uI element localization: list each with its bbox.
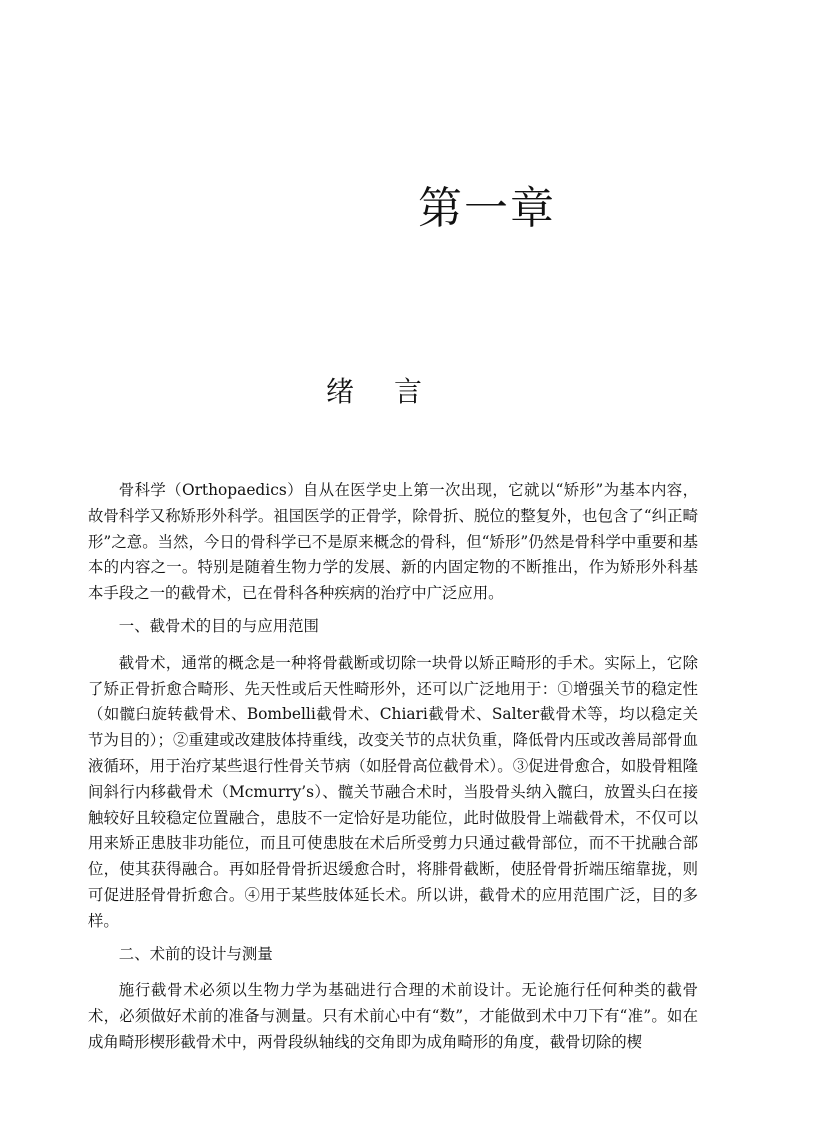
section-title-char-1: 绪 <box>325 375 354 408</box>
section-heading-purpose: 一、截骨术的目的与应用范围 <box>118 616 319 635</box>
section-heading-planning: 二、术前的设计与测量 <box>118 944 273 963</box>
body-text <box>88 478 698 1056</box>
section-title-char-2: 言 <box>394 375 423 408</box>
chapter-title: 第一章 <box>418 183 556 234</box>
planning-paragraph: 施行截骨术必须以生物力学为基础进行合理的术前设计。无论施行任何种类的截骨术，必须做好术前的准备与测量。只有术前心中有“数”，才能做到术中刀下有“准”。如在成角畸形楔形截骨术中，两骨段纵轴线的交角即为成角畸形的角度，截骨切除的楔 <box>88 981 698 1051</box>
intro-paragraph: 骨科学（Orthopaedics）自从在医学史上第一次出现，它就以“矫形”为基本内容，故骨科学又称矫形外科学。祖国医学的正骨学，除骨折、脱位的整复外，也包含了“纠正畸形”之意。当然，今日的骨科学已不是原来概念的骨科，但“矫形”仍然是骨科学中重要和基本的内容之一。特别是随着生物力学的发展、新的内固定物的不断推出，作为矫形外科基本手段之一的截骨术，已在骨科各种疾病的治疗中广泛应用。 <box>88 481 698 603</box>
section-title <box>0 370 748 410</box>
purpose-paragraph: 截骨术，通常的概念是一种将骨截断或切除一块骨以矫正畸形的手术。实际上，它除了矫正骨折愈合畸形、先天性或后天性畸形外，还可以广泛地用于：①增强关节的稳定性（如髋臼旋转截骨术、Bombelli截骨术、Chiari截骨术、Salter截骨术等，均以稳定关节为目的）；②重建或改建肢体持重线，改变关节的点状负重，降低骨内压或改善局部骨血液循环，用于治疗某些退行性骨关节病（如胫骨高位截骨术）。③促进骨愈合，如股骨粗隆间斜行内移截骨术（Mcmurry’s）、髋关节融合术时，当股骨头纳入髋臼，放置头臼在接触较好且较稳定位置融合，患肢不一定恰好是功能位，此时做股骨上端截骨术，不仅可以用来矫正患肢非功能位，而且可使患肢在术后所受剪力只通过截骨部位，而不干扰融合部位，使其获得融合。再如胫骨骨折迟缓愈合时，将腓骨截断，使胫骨骨折端压缩靠拢，则可促进胫骨骨折愈合。④用于某些肢体延长术。所以讲，截骨术的应用范围广泛，目的多样。 <box>88 653 698 930</box>
